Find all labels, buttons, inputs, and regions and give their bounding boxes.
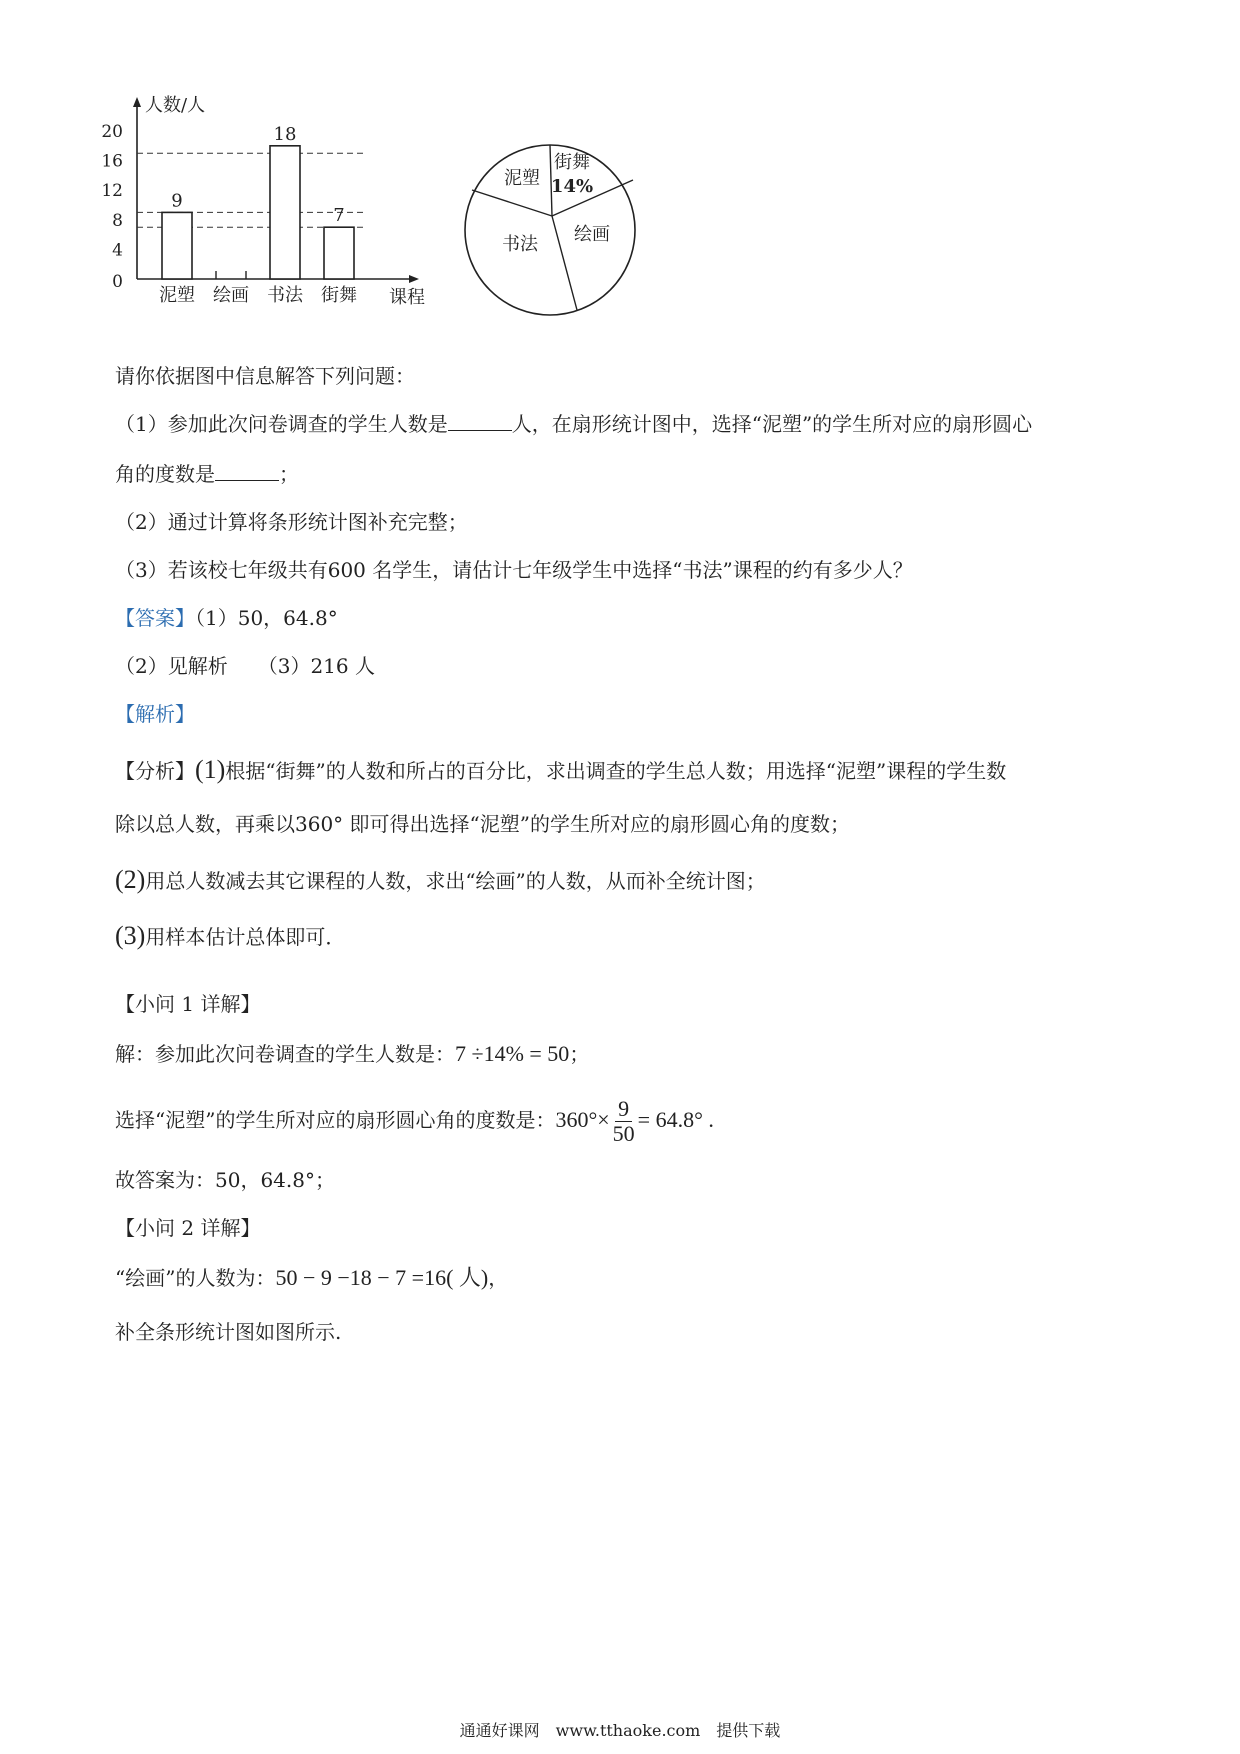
question-1-part-d: ； <box>279 462 299 486</box>
x-category-label: 绘画 <box>213 285 249 306</box>
bar-data-label: 7 <box>333 205 345 227</box>
pie-slice-label: 街舞 <box>554 152 590 173</box>
solution-1b-post: = 64.8° . <box>637 1107 714 1132</box>
solution-1-math: 7 ÷14% = 50 <box>455 1041 570 1066</box>
solution-2-end: ， <box>488 1266 509 1290</box>
fraction <box>613 1097 635 1146</box>
fenxi-line-3 <box>115 866 766 895</box>
solution-2-line-2: 补全条形统计图如图所示. <box>115 1320 342 1344</box>
fenxi-3-number: (3) <box>115 921 146 950</box>
fenxi-1-number: (1) <box>195 755 226 784</box>
answer-line-1 <box>115 604 338 632</box>
answer-tag: 【答案】 <box>115 606 195 630</box>
question-1-part-a: （1）参加此次问卷调查的学生人数是 <box>115 412 448 436</box>
bar-街舞 <box>324 227 354 279</box>
answer-line-2: （2）见解析 （3）216 人 <box>115 654 375 678</box>
question-1-part-c: 角的度数是 <box>115 462 215 486</box>
pie-chart <box>455 95 655 355</box>
solution-1-line-2 <box>115 1090 714 1150</box>
fenxi-3-text: 用样本估计总体即可． <box>145 925 346 949</box>
y-tick-label: 16 <box>101 151 123 172</box>
y-axis-arrow <box>133 97 141 107</box>
y-tick-label: 0 <box>112 272 123 292</box>
x-axis-arrow <box>409 275 419 283</box>
analysis-tag: 【解析】 <box>115 702 195 726</box>
solution-2-text: “绘画”的人数为： <box>115 1266 276 1290</box>
fenxi-line-4 <box>115 922 345 951</box>
fraction-numerator: 9 <box>615 1097 632 1122</box>
y-tick-label: 8 <box>112 210 123 231</box>
bar-data-label: 18 <box>273 123 297 145</box>
solution-1-end: ； <box>569 1042 590 1066</box>
pie-slice-label: 泥塑 <box>504 168 540 189</box>
bar-chart <box>101 95 425 355</box>
fenxi-1-text: 根据“街舞”的人数和所占的百分比，求出调查的学生总人数；用选择“泥塑”课程的学生数 <box>225 759 1007 783</box>
fenxi-line-2: 除以总人数，再乘以360° 即可得出选择“泥塑”的学生所对应的扇形圆心角的度数； <box>115 812 850 836</box>
intro-text: 请你依据图中信息解答下列问题： <box>115 364 415 388</box>
y-tick-label: 20 <box>101 122 123 142</box>
fenxi-2-number: (2) <box>115 865 146 894</box>
solution-1b-pre: 360°× <box>555 1107 610 1132</box>
solution-1b-text: 选择“泥塑”的学生所对应的扇形圆心角的度数是： <box>115 1108 556 1132</box>
solution-2-math: 50 − 9 −18 − 7 =16( 人) <box>275 1265 489 1290</box>
solution-1-line-1 <box>115 1040 589 1068</box>
question-3: （3）若该校七年级共有600 名学生，请估计七年级学生中选择“书法”课程的约有多少人？ <box>115 558 913 582</box>
bar-data-label: 9 <box>171 190 183 212</box>
x-category-label: 街舞 <box>321 285 357 306</box>
pie-slice-label: 书法 <box>502 234 538 255</box>
sub-question-2-tag: 【小问 2 详解】 <box>115 1216 261 1240</box>
solution-1-text: 解：参加此次问卷调查的学生人数是： <box>115 1042 455 1066</box>
statistics-figure <box>101 95 695 355</box>
y-axis-label: 人数/人 <box>145 95 206 116</box>
answer-blank <box>448 412 512 431</box>
bar-泥塑 <box>162 212 192 279</box>
bar-书法 <box>270 146 300 279</box>
pie-slice-label: 绘画 <box>574 224 610 245</box>
question-1-part-b: 人，在扇形统计图中，选择“泥塑”的学生所对应的扇形圆心 <box>511 412 1033 436</box>
answer-1: （1）50，64.8° <box>195 606 338 630</box>
solution-2-line-1 <box>115 1264 508 1292</box>
x-axis-label: 课程 <box>389 287 425 308</box>
fraction-denominator: 50 <box>612 1121 635 1146</box>
fenxi-tag: 【分析】 <box>115 759 195 783</box>
page-footer: 通通好课网 www.tthaoke.com 提供下载 <box>459 1721 781 1740</box>
y-tick-label: 12 <box>101 181 123 202</box>
solution-1-line-3: 故答案为：50，64.8°； <box>115 1168 335 1192</box>
sub-question-1-tag: 【小问 1 详解】 <box>115 992 261 1016</box>
pie-slice-value: 14% <box>550 176 594 197</box>
question-1-line-1 <box>115 410 1032 438</box>
y-tick-label: 4 <box>112 240 123 261</box>
answer-blank <box>215 462 279 481</box>
question-2: （2）通过计算将条形统计图补充完整； <box>115 510 468 534</box>
fenxi-line-1 <box>115 756 1006 785</box>
question-1-line-2 <box>115 460 299 488</box>
x-category-label: 书法 <box>267 285 303 306</box>
fenxi-2-text: 用总人数减去其它课程的人数，求出“绘画”的人数，从而补全统计图； <box>145 869 766 893</box>
x-category-label: 泥塑 <box>159 285 195 306</box>
